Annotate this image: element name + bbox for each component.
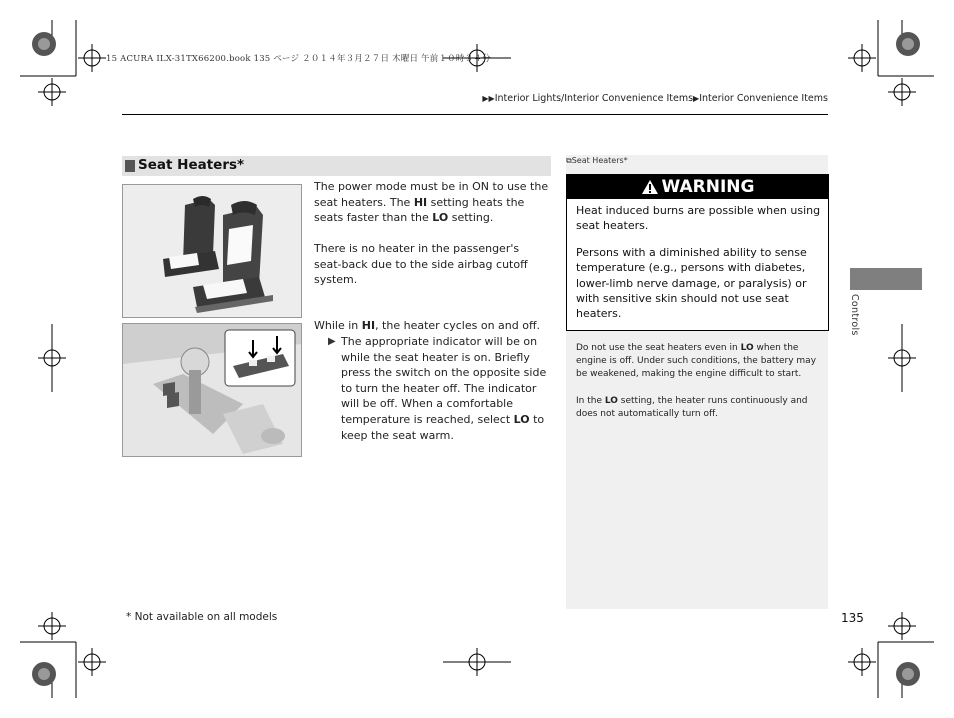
section-header	[122, 156, 551, 176]
seat-illustration	[122, 184, 302, 318]
breadcrumb-item[interactable]: Interior Lights/Interior Convenience Items	[494, 93, 694, 104]
paragraph-passenger-seat: There is no heater in the passenger's seat-back due to the side airbag cutoff system.	[314, 242, 528, 287]
print-header: 15 ACURA ILX-31TX66200.book 135 ページ ２０１４年３月２７日 木曜日 午前１０時３４分	[106, 54, 491, 64]
warning-header: WARNING	[567, 175, 828, 199]
note-engine-off: Do not use the seat heaters even in LO when the engine is off. Under such conditions, the battery may be weakened, making the engine difficult to start.	[576, 343, 817, 379]
triangle-right-icon: ▶	[328, 336, 336, 347]
double-square-arrow-icon: ⧉	[566, 156, 572, 165]
seat-drawing	[123, 185, 301, 317]
paragraph-hi-cycle: While in HI, the heater cycles on and off.	[314, 319, 541, 332]
console-switch-illustration	[122, 323, 302, 457]
breadcrumb	[482, 93, 828, 104]
double-triangle-right-icon: ▶▶	[482, 94, 495, 103]
note-lo-continuous: In the LO setting, the heater runs continuously and does not automatically turn off.	[576, 396, 808, 419]
paragraph-power-mode: The power mode must be in ON to use the seat heaters. The HI setting heats the seats faster than the LO setting.	[314, 180, 549, 225]
section-title: Seat Heaters*	[138, 157, 245, 173]
breadcrumb-item[interactable]: Interior Convenience Items	[699, 93, 828, 104]
warning-triangle-icon	[641, 179, 659, 195]
side-reference: ⧉Seat Heaters*	[566, 156, 628, 165]
footnote: * Not available on all models	[126, 611, 278, 623]
chapter-tab-label: Controls	[849, 294, 860, 336]
warning-text-sensitivity: Persons with a diminished ability to sense temperature (e.g., persons with diabetes, lower-limb nerve damage, or paralysis) or with sensitive skin should not use seat heaters.	[576, 246, 807, 321]
section-square-icon	[125, 160, 135, 172]
warning-text-burns: Heat induced burns are possible when using seat heaters.	[576, 204, 821, 233]
warning-box	[566, 174, 829, 331]
paragraph-indicator: ▶ The appropriate indicator will be on while the seat heater is on. Briefly press the switch on the opposite side to turn the heater off. The indicator will be off. When a comfortable temperature is reached, select LO to keep the seat warm.	[328, 335, 547, 442]
console-drawing	[123, 324, 301, 456]
triangle-right-icon: ▶	[693, 94, 700, 103]
chapter-tab[interactable]	[850, 268, 922, 290]
header-divider	[122, 114, 828, 115]
page-number: 135	[841, 611, 864, 625]
